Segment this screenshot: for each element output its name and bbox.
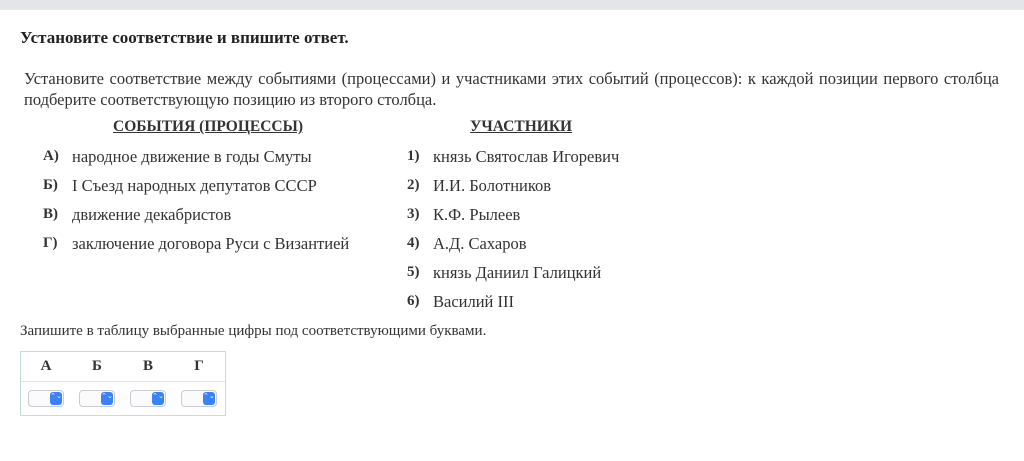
top-bar: [0, 0, 1024, 10]
event-text: заключение договора Руси с Византией: [72, 234, 350, 253]
answer-select-a[interactable]: [28, 390, 64, 407]
answer-letter-b: Б: [92, 358, 102, 374]
answer-letter-a: А: [40, 358, 52, 374]
answer-instruction: Запишите в таблицу выбранные цифры под соответствующими буквами.: [20, 323, 487, 339]
participant-text: князь Святослав Игоревич: [433, 147, 620, 166]
participant-text: князь Даниил Галицкий: [433, 263, 602, 282]
task-heading: Установите соответствие и впишите ответ.: [20, 28, 349, 47]
chevron-updown-icon[interactable]: ⌃⌄: [50, 392, 62, 405]
participant-text: К.Ф. Рылеев: [433, 205, 521, 224]
answer-select-b[interactable]: [79, 390, 115, 407]
participant-marker: 6): [407, 293, 420, 309]
participant-text: И.И. Болотников: [433, 176, 552, 195]
event-marker: Б): [43, 177, 58, 193]
answer-select-g[interactable]: [181, 390, 217, 407]
participant-text: Василий III: [433, 292, 514, 311]
table-divider: [21, 381, 225, 382]
participant-marker: 4): [407, 235, 420, 251]
participant-marker: 2): [407, 177, 420, 193]
event-marker: А): [43, 148, 59, 164]
events-column-header: СОБЫТИЯ (ПРОЦЕССЫ): [113, 118, 303, 135]
event-text: движение декабристов: [72, 205, 232, 224]
event-text: народное движение в годы Смуты: [72, 147, 312, 166]
chevron-updown-icon[interactable]: ⌃⌄: [101, 392, 113, 405]
event-marker: Г): [43, 235, 58, 251]
answer-letter-v: В: [142, 358, 153, 374]
answer-table: [20, 351, 226, 416]
participants-column-header: УЧАСТНИКИ: [470, 118, 573, 135]
answer-letter-g: Г: [194, 358, 204, 374]
participant-marker: 1): [407, 148, 420, 164]
participant-marker: 3): [407, 206, 420, 222]
answer-select-v[interactable]: [130, 390, 166, 407]
event-marker: В): [43, 206, 58, 222]
chevron-updown-icon[interactable]: ⌃⌄: [152, 392, 164, 405]
participant-text: А.Д. Сахаров: [433, 234, 527, 253]
task-text: Установите соответствие между событиями (процессами) и участниками этих событий (процессов): к каждой позиции первого столбца подберите соответствующую позицию из второго столбца.: [24, 69, 999, 109]
event-text: I Съезд народных депутатов СССР: [72, 176, 317, 195]
participant-marker: 5): [407, 264, 420, 280]
chevron-updown-icon[interactable]: ⌃⌄: [203, 392, 215, 405]
